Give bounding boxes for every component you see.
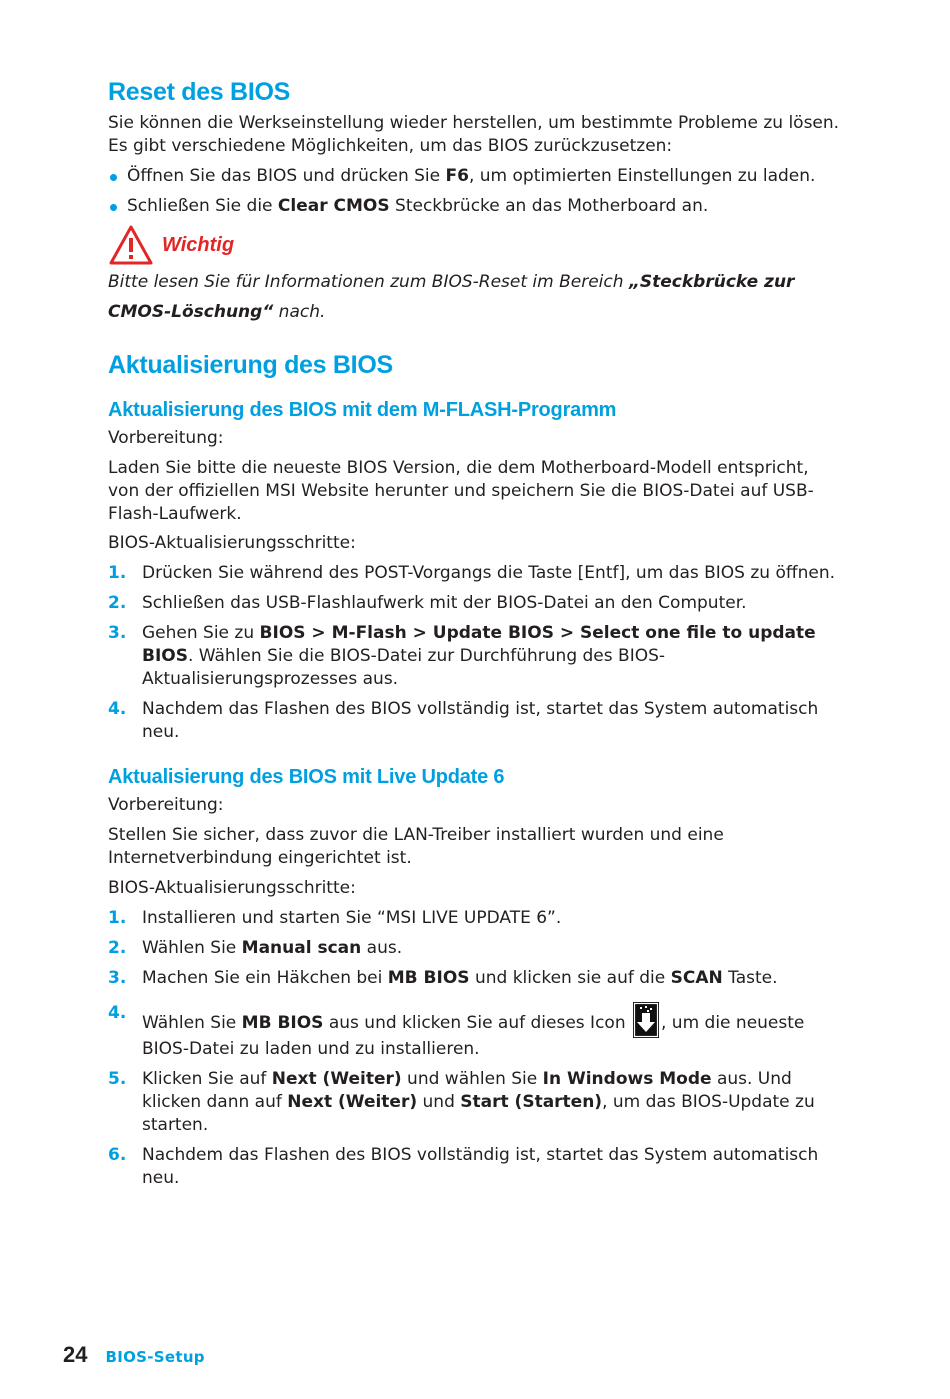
list-item: 2. Wählen Sie Manual scan aus.: [108, 938, 403, 958]
prep-text: Stellen Sie sicher, dass zuvor die LAN-Treiber installiert wurden und eine Internetverbindung eingerichtet ist.: [108, 825, 724, 868]
prep-text: Laden Sie bitte die neueste BIOS Version, die dem Motherboard-Modell entspricht, von der offiziellen MSI Website herunter und speichern Sie die BIOS-Datei auf USB-Flash-Laufwerk.: [108, 458, 814, 524]
footer-section-label: BIOS-Setup: [105, 1348, 205, 1366]
list-item: 5. Klicken Sie auf Next (Weiter) und wählen Sie In Windows Mode aus. Und klicken dann auf Next (Weiter) und Start (Starten), um das BIOS-Update zu starten.: [108, 1069, 815, 1135]
prep-label: Vorbereitung:: [108, 795, 224, 815]
steps-label: BIOS-Aktualisierungsschritte:: [108, 533, 356, 553]
list-item: 6. Nachdem das Flashen des BIOS vollständig ist, startet das System automatisch neu.: [108, 1145, 819, 1188]
bullet-dot: [110, 174, 117, 181]
steps-label: BIOS-Aktualisierungsschritte:: [108, 878, 356, 898]
prep-label: Vorbereitung:: [108, 428, 224, 448]
subsection-title-live: Aktualisierung des BIOS mit Live Update 6: [108, 766, 505, 788]
reset-intro: Sie können die Werkseinstellung wieder herstellen, um bestimmte Probleme zu lösen. Es gibt verschiedene Möglichkeiten, um das BIOS zurückzusetzen:: [108, 113, 840, 156]
list-item: 3. Machen Sie ein Häkchen bei MB BIOS und klicken sie auf die SCAN Taste.: [108, 968, 778, 988]
warning-label: Wichtig: [162, 233, 235, 256]
bullet-item: Schließen Sie die Clear CMOS Steckbrücke an das Motherboard an.: [108, 195, 843, 218]
section-title-reset: Reset des BIOS: [108, 78, 290, 106]
page-number: 24: [63, 1342, 88, 1367]
list-item: 4. Wählen Sie MB BIOS aus und klicken Sie auf dieses Icon , um die neueste BIOS-Datei zu laden und zu installieren.: [108, 1003, 805, 1059]
bullet-dot: [110, 204, 117, 211]
list-item: 3. Gehen Sie zu BIOS > M-Flash > Update BIOS > Select one file to update BIOS. Wählen Sie die BIOS-Datei zur Durchführung des BIOS-Aktualisierungsprozesses aus.: [108, 623, 816, 689]
list-item: 1. Installieren und starten Sie “MSI LIVE UPDATE 6”.: [108, 908, 562, 928]
warning-header: [108, 223, 843, 267]
download-icon: [633, 1002, 659, 1038]
warning-text: Bitte lesen Sie für Informationen zum BIOS-Reset im Bereich „Steckbrücke zur CMOS-Löschung“ nach.: [108, 272, 795, 322]
list-item: 2. Schließen das USB-Flashlaufwerk mit der BIOS-Datei an den Computer.: [108, 593, 747, 613]
subsection-title-mflash: Aktualisierung des BIOS mit dem M-FLASH-Programm: [108, 399, 617, 421]
page-content: [108, 76, 843, 1190]
warning-icon: [108, 224, 154, 266]
section-title-update: Aktualisierung des BIOS: [108, 351, 393, 379]
page-footer: [63, 1342, 205, 1368]
bullet-item: Öffnen Sie das BIOS und drücken Sie F6, um optimierten Einstellungen zu laden.: [108, 165, 843, 188]
list-item: 1. Drücken Sie während des POST-Vorgangs die Taste [Entf], um das BIOS zu öffnen.: [108, 563, 835, 583]
list-item: 4. Nachdem das Flashen des BIOS vollständig ist, startet das System automatisch neu.: [108, 699, 819, 742]
